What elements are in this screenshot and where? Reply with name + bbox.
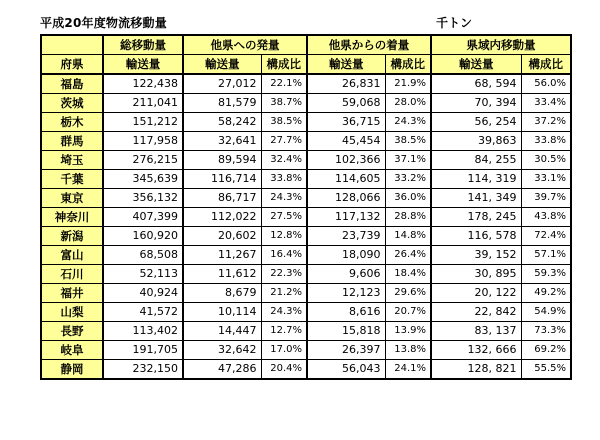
cell-in-volume: 128,066 bbox=[307, 189, 385, 208]
table-row bbox=[41, 94, 571, 113]
cell-in-volume: 18,090 bbox=[307, 246, 385, 265]
cell-prefecture: 石川 bbox=[41, 265, 103, 284]
header-row-sub bbox=[41, 55, 571, 75]
cell-within-volume: 132, 666 bbox=[431, 341, 521, 360]
table-row bbox=[41, 360, 571, 380]
cell-in-volume: 102,366 bbox=[307, 151, 385, 170]
header-in-ratio: 構成比 bbox=[385, 55, 431, 75]
cell-prefecture: 岐阜 bbox=[41, 341, 103, 360]
cell-out-volume: 27,012 bbox=[183, 74, 261, 94]
table-row bbox=[41, 322, 571, 341]
cell-in-ratio: 20.7% bbox=[385, 303, 431, 322]
cell-out-ratio: 22.1% bbox=[261, 74, 307, 94]
cell-within-ratio: 43.8% bbox=[521, 208, 571, 227]
cell-in-ratio: 24.1% bbox=[385, 360, 431, 380]
cell-prefecture: 栃木 bbox=[41, 113, 103, 132]
cell-out-volume: 32,641 bbox=[183, 132, 261, 151]
cell-in-volume: 9,606 bbox=[307, 265, 385, 284]
cell-within-volume: 128, 821 bbox=[431, 360, 521, 380]
cell-out-ratio: 12.7% bbox=[261, 322, 307, 341]
cell-out-volume: 14,447 bbox=[183, 322, 261, 341]
cell-in-ratio: 21.9% bbox=[385, 74, 431, 94]
cell-in-volume: 56,043 bbox=[307, 360, 385, 380]
cell-out-ratio: 38.5% bbox=[261, 113, 307, 132]
header-within-group: 県域内移動量 bbox=[431, 35, 571, 55]
cell-within-volume: 83, 137 bbox=[431, 322, 521, 341]
header-out-group: 他県への発量 bbox=[183, 35, 307, 55]
cell-out-ratio: 12.8% bbox=[261, 227, 307, 246]
table-row bbox=[41, 113, 571, 132]
cell-within-ratio: 49.2% bbox=[521, 284, 571, 303]
cell-out-volume: 116,714 bbox=[183, 170, 261, 189]
cell-in-ratio: 38.5% bbox=[385, 132, 431, 151]
table-row bbox=[41, 284, 571, 303]
cell-prefecture: 東京 bbox=[41, 189, 103, 208]
cell-total-volume: 345,639 bbox=[103, 170, 183, 189]
cell-out-volume: 11,267 bbox=[183, 246, 261, 265]
header-in-group: 他県からの着量 bbox=[307, 35, 431, 55]
cell-within-ratio: 55.5% bbox=[521, 360, 571, 380]
table-row bbox=[41, 208, 571, 227]
cell-within-ratio: 56.0% bbox=[521, 74, 571, 94]
cell-out-volume: 58,242 bbox=[183, 113, 261, 132]
cell-out-ratio: 17.0% bbox=[261, 341, 307, 360]
cell-within-volume: 30, 895 bbox=[431, 265, 521, 284]
cell-prefecture: 埼玉 bbox=[41, 151, 103, 170]
cell-prefecture: 長野 bbox=[41, 322, 103, 341]
cell-within-ratio: 72.4% bbox=[521, 227, 571, 246]
cell-within-ratio: 37.2% bbox=[521, 113, 571, 132]
header-out-ratio: 構成比 bbox=[261, 55, 307, 75]
table-row bbox=[41, 341, 571, 360]
cell-within-volume: 20, 122 bbox=[431, 284, 521, 303]
cell-within-ratio: 33.4% bbox=[521, 94, 571, 113]
cell-within-ratio: 69.2% bbox=[521, 341, 571, 360]
cell-within-ratio: 73.3% bbox=[521, 322, 571, 341]
table-row bbox=[41, 265, 571, 284]
table-row bbox=[41, 246, 571, 265]
cell-in-ratio: 37.1% bbox=[385, 151, 431, 170]
cell-total-volume: 122,438 bbox=[103, 74, 183, 94]
cell-within-volume: 84, 255 bbox=[431, 151, 521, 170]
cell-within-ratio: 30.5% bbox=[521, 151, 571, 170]
cell-out-ratio: 21.2% bbox=[261, 284, 307, 303]
cell-out-ratio: 20.4% bbox=[261, 360, 307, 380]
cell-within-volume: 178, 245 bbox=[431, 208, 521, 227]
header-total-volume: 輸送量 bbox=[103, 55, 183, 75]
cell-in-volume: 26,831 bbox=[307, 74, 385, 94]
cell-out-volume: 32,642 bbox=[183, 341, 261, 360]
cell-in-ratio: 28.8% bbox=[385, 208, 431, 227]
cell-prefecture: 山梨 bbox=[41, 303, 103, 322]
header-out-volume: 輸送量 bbox=[183, 55, 261, 75]
header-in-volume: 輸送量 bbox=[307, 55, 385, 75]
cell-within-volume: 141, 349 bbox=[431, 189, 521, 208]
table-row bbox=[41, 303, 571, 322]
cell-within-volume: 116, 578 bbox=[431, 227, 521, 246]
cell-out-volume: 81,579 bbox=[183, 94, 261, 113]
cell-within-ratio: 39.7% bbox=[521, 189, 571, 208]
cell-in-volume: 59,068 bbox=[307, 94, 385, 113]
unit-label: 千トン bbox=[436, 16, 473, 30]
cell-out-volume: 89,594 bbox=[183, 151, 261, 170]
cell-total-volume: 160,920 bbox=[103, 227, 183, 246]
cell-total-volume: 113,402 bbox=[103, 322, 183, 341]
cell-prefecture: 新潟 bbox=[41, 227, 103, 246]
cell-prefecture: 茨城 bbox=[41, 94, 103, 113]
cell-out-ratio: 24.3% bbox=[261, 303, 307, 322]
cell-total-volume: 211,041 bbox=[103, 94, 183, 113]
cell-out-volume: 20,602 bbox=[183, 227, 261, 246]
page-title: 平成20年度物流移動量 bbox=[40, 16, 167, 30]
cell-in-volume: 36,715 bbox=[307, 113, 385, 132]
table-row bbox=[41, 132, 571, 151]
cell-within-volume: 39,863 bbox=[431, 132, 521, 151]
cell-in-ratio: 28.0% bbox=[385, 94, 431, 113]
cell-out-ratio: 27.7% bbox=[261, 132, 307, 151]
cell-out-ratio: 22.3% bbox=[261, 265, 307, 284]
cell-total-volume: 191,705 bbox=[103, 341, 183, 360]
cell-in-volume: 15,818 bbox=[307, 322, 385, 341]
table-row bbox=[41, 74, 571, 94]
cell-in-ratio: 36.0% bbox=[385, 189, 431, 208]
cell-out-ratio: 32.4% bbox=[261, 151, 307, 170]
cell-within-volume: 70, 394 bbox=[431, 94, 521, 113]
cell-in-volume: 26,397 bbox=[307, 341, 385, 360]
table-row bbox=[41, 170, 571, 189]
cell-in-ratio: 18.4% bbox=[385, 265, 431, 284]
cell-within-ratio: 54.9% bbox=[521, 303, 571, 322]
logistics-table bbox=[40, 34, 572, 380]
cell-out-ratio: 16.4% bbox=[261, 246, 307, 265]
cell-out-ratio: 33.8% bbox=[261, 170, 307, 189]
cell-in-ratio: 13.9% bbox=[385, 322, 431, 341]
cell-in-ratio: 29.6% bbox=[385, 284, 431, 303]
table-body bbox=[41, 74, 571, 379]
cell-within-volume: 68, 594 bbox=[431, 74, 521, 94]
cell-total-volume: 117,958 bbox=[103, 132, 183, 151]
cell-within-volume: 114, 319 bbox=[431, 170, 521, 189]
cell-within-volume: 39, 152 bbox=[431, 246, 521, 265]
header-total-group: 総移動量 bbox=[103, 35, 183, 55]
cell-in-ratio: 33.2% bbox=[385, 170, 431, 189]
header-within-ratio: 構成比 bbox=[521, 55, 571, 75]
cell-prefecture: 福島 bbox=[41, 74, 103, 94]
cell-prefecture: 千葉 bbox=[41, 170, 103, 189]
cell-total-volume: 232,150 bbox=[103, 360, 183, 380]
header-row-groups bbox=[41, 35, 571, 55]
header-blank bbox=[41, 35, 103, 55]
cell-out-volume: 47,286 bbox=[183, 360, 261, 380]
cell-within-volume: 22, 842 bbox=[431, 303, 521, 322]
cell-in-ratio: 14.8% bbox=[385, 227, 431, 246]
cell-in-volume: 45,454 bbox=[307, 132, 385, 151]
cell-within-ratio: 57.1% bbox=[521, 246, 571, 265]
cell-prefecture: 群馬 bbox=[41, 132, 103, 151]
header-within-volume: 輸送量 bbox=[431, 55, 521, 75]
cell-in-volume: 8,616 bbox=[307, 303, 385, 322]
cell-out-ratio: 27.5% bbox=[261, 208, 307, 227]
cell-total-volume: 151,212 bbox=[103, 113, 183, 132]
cell-total-volume: 356,132 bbox=[103, 189, 183, 208]
cell-out-ratio: 24.3% bbox=[261, 189, 307, 208]
cell-in-ratio: 26.4% bbox=[385, 246, 431, 265]
cell-total-volume: 407,399 bbox=[103, 208, 183, 227]
cell-within-volume: 56, 254 bbox=[431, 113, 521, 132]
cell-in-volume: 23,739 bbox=[307, 227, 385, 246]
cell-total-volume: 40,924 bbox=[103, 284, 183, 303]
cell-total-volume: 52,113 bbox=[103, 265, 183, 284]
cell-prefecture: 富山 bbox=[41, 246, 103, 265]
cell-total-volume: 276,215 bbox=[103, 151, 183, 170]
cell-out-volume: 10,114 bbox=[183, 303, 261, 322]
cell-in-volume: 117,132 bbox=[307, 208, 385, 227]
cell-prefecture: 福井 bbox=[41, 284, 103, 303]
cell-out-volume: 8,679 bbox=[183, 284, 261, 303]
cell-in-volume: 12,123 bbox=[307, 284, 385, 303]
table-row bbox=[41, 151, 571, 170]
cell-in-volume: 114,605 bbox=[307, 170, 385, 189]
cell-within-ratio: 33.8% bbox=[521, 132, 571, 151]
cell-in-ratio: 13.8% bbox=[385, 341, 431, 360]
cell-out-ratio: 38.7% bbox=[261, 94, 307, 113]
cell-total-volume: 68,508 bbox=[103, 246, 183, 265]
header-prefecture: 府県 bbox=[41, 55, 103, 75]
cell-in-ratio: 24.3% bbox=[385, 113, 431, 132]
cell-within-ratio: 59.3% bbox=[521, 265, 571, 284]
cell-out-volume: 86,717 bbox=[183, 189, 261, 208]
cell-out-volume: 11,612 bbox=[183, 265, 261, 284]
cell-out-volume: 112,022 bbox=[183, 208, 261, 227]
table-row bbox=[41, 227, 571, 246]
cell-prefecture: 神奈川 bbox=[41, 208, 103, 227]
cell-total-volume: 41,572 bbox=[103, 303, 183, 322]
cell-within-ratio: 33.1% bbox=[521, 170, 571, 189]
table-row bbox=[41, 189, 571, 208]
cell-prefecture: 静岡 bbox=[41, 360, 103, 380]
